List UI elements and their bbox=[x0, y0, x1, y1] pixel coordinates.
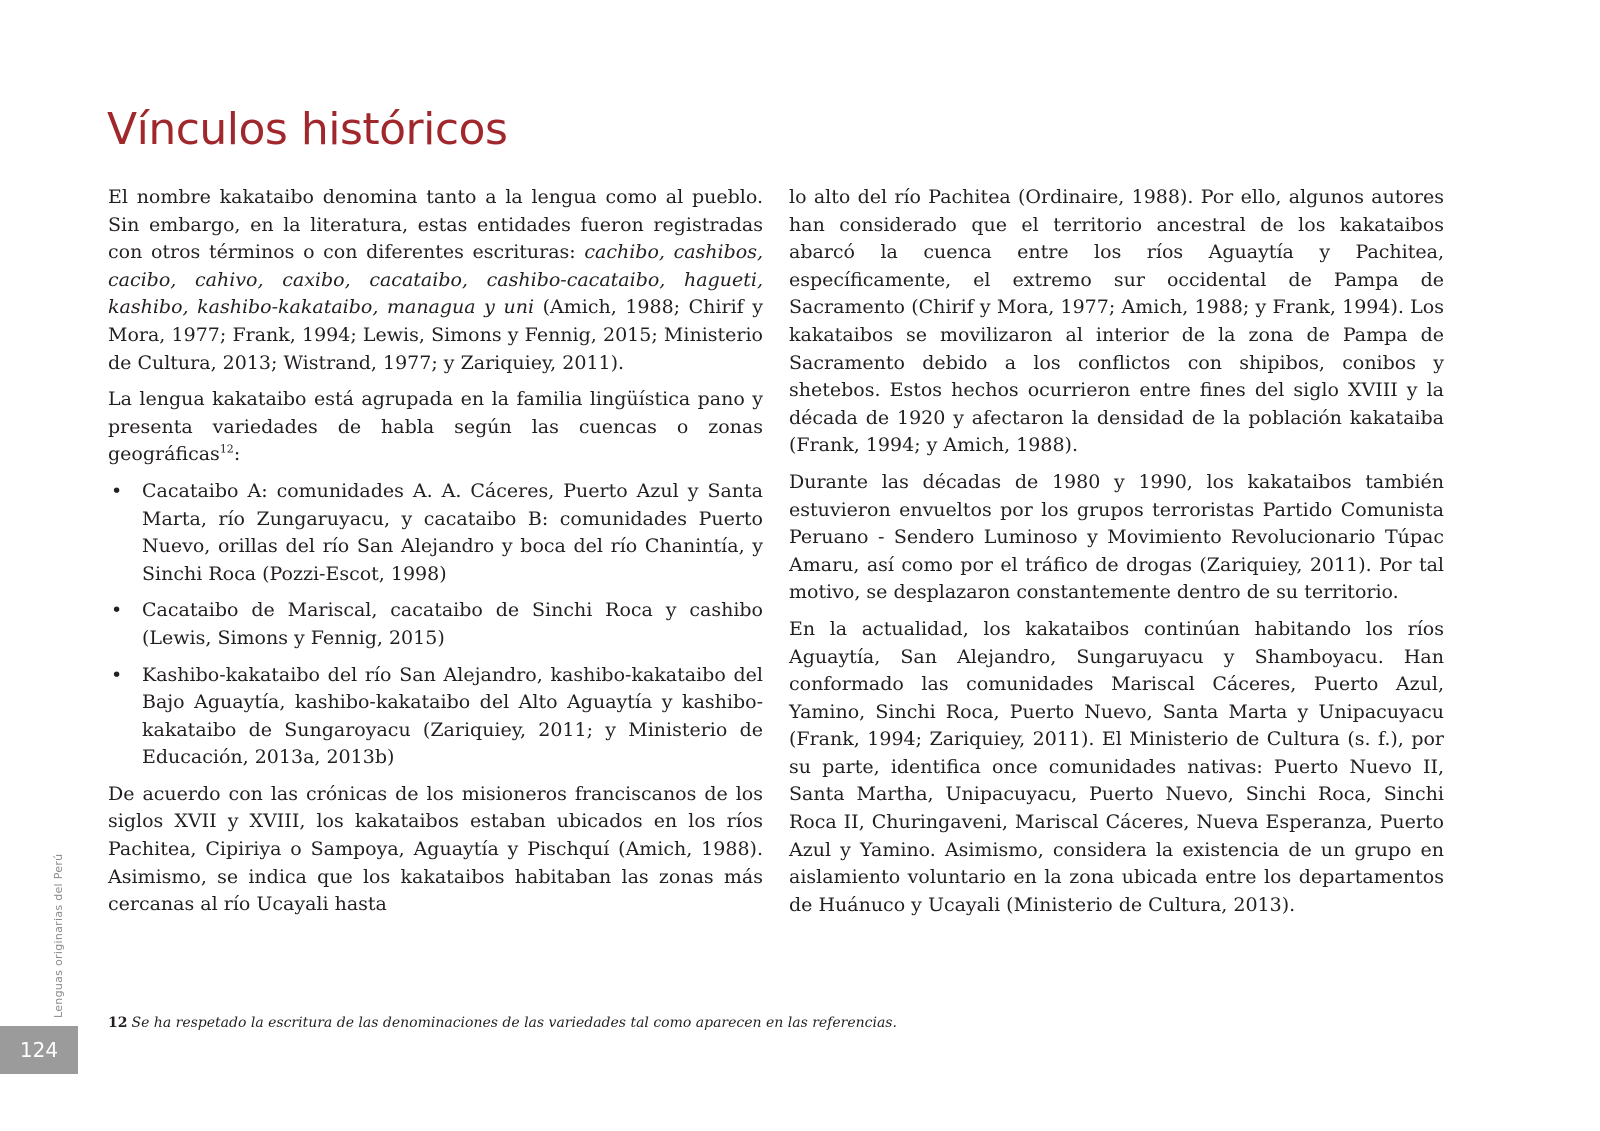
page-title: Vínculos históricos bbox=[107, 104, 508, 155]
paragraph-conflict: Durante las décadas de 1980 y 1990, los kakataibos también estuvieron envueltos por los grupos terroristas Partido Comunista Peruano - Sendero Luminoso y Movimiento Revolucionario Túpac Amaru, así como por el tráfico de drogas (Zariquiey, 2011). Por tal motivo, se desplazaron constantemente dentro de su territorio. bbox=[789, 470, 1444, 604]
list-item-text: Cacataibo de Mariscal, cacataibo de Sinchi Roca y cashibo (Lewis, Simons y Fennig, 2015) bbox=[142, 599, 763, 649]
list-item bbox=[108, 478, 763, 588]
footnote-text: Se ha respetado la escritura de las denominaciones de las variedades tal como aparecen en las referencias. bbox=[131, 1015, 897, 1031]
paragraph-text: (Amich, 1988; Chirif y Mora, 1977; Frank, 1994; Lewis, Simons y Fennig, 2015; Ministerio de Cultura, 2013; Wistrand, 1977; y Zariquiey, 2011). bbox=[108, 296, 763, 374]
footnote bbox=[108, 1013, 1008, 1033]
paragraph-language-family bbox=[108, 386, 763, 469]
bullet-icon: • bbox=[111, 663, 123, 686]
right-column bbox=[789, 184, 1444, 928]
paragraph-text: El nombre kakataibo denomina tanto a la lengua como al pueblo. Sin embargo, en la literatura, estas entidades fueron registradas con otros términos o con diferentes escrituras: bbox=[108, 186, 763, 264]
paragraph-text: : bbox=[233, 443, 241, 466]
list-item bbox=[108, 597, 763, 652]
paragraph-chronicles: De acuerdo con las crónicas de los misioneros franciscanos de los siglos XVII y XVIII, los kakataibos estaban ubicados en los ríos Pachitea, Cipiriya o Sampoya, Aguaytía y Pischquí (Amich, 1988). Asimismo, se indica que los kakataibos habitaban las zonas más cercanas al río Ucayali hasta bbox=[108, 782, 763, 916]
page-number: 124 bbox=[0, 1026, 78, 1074]
paragraph-present: En la actualidad, los kakataibos continúan habitando los ríos Aguaytía, San Alejandro, Sungaruyacu y Shamboyacu. Han conformado las comunidades Mariscal Cáceres, Puerto Azul, Yamino, Sinchi Roca, Puerto Nuevo, Santa Marta y Unipacuyacu (Frank, 1994; Zariquiey, 2011). El Ministerio de Cultura (s. f.), por su parte, identifica once comunidades nativas: Puerto Nuevo II, Santa Martha, Unipacuyacu, Puerto Nuevo, Sinchi Roca, Sinchi Roca II, Churingaveni, Mariscal Cáceres, Nueva Esperanza, Puerto Azul y Yamino. Asimismo, considera la existencia de un grupo en aislamiento voluntario en la zona ubicada entre los departamentos de Huánuco y Ucayali (Ministerio de Cultura, 2013). bbox=[789, 617, 1444, 916]
paragraph-territory: lo alto del río Pachitea (Ordinaire, 1988). Por ello, algunos autores han considerado que el territorio ancestral de los kakataibos abarcó la cuenca entre los ríos Aguaytía y Pachitea, específicamente, el extremo sur occidental de Pampa de Sacramento (Chirif y Mora, 1977; Amich, 1988; y Frank, 1994). Los kakataibos se movilizaron al interior de la zona de Pampa de Sacramento debido a los conflictos con shipibos, conibos y shetebos. Estos hechos ocurrieron entre fines del siglo XVIII y la década de 1920 y afectaron la densidad de la población kakataiba (Frank, 1994; y Amich, 1988). bbox=[789, 186, 1444, 457]
variant-names-italic: cachibo, cashibos, cacibo, cahivo, caxibo, cacataibo, cashibo-cacataibo, hagueti, kashibo, kashibo-kakataibo, managua y uni bbox=[108, 241, 763, 319]
variety-list bbox=[108, 478, 763, 772]
list-item-text: Cacataibo A: comunidades A. A. Cáceres, Puerto Azul y Santa Marta, río Zungaruyacu, y cacataibo B: comunidades Puerto Nuevo, orillas del río San Alejandro y boca del río Chanintía, y Sinchi Roca (Pozzi-Escot, 1998) bbox=[142, 479, 763, 585]
footnote-number: 12 bbox=[108, 1015, 128, 1031]
bullet-icon: • bbox=[111, 479, 123, 502]
list-item bbox=[108, 662, 763, 772]
running-head: Lenguas originarias del Perú bbox=[52, 853, 65, 1018]
paragraph-names bbox=[108, 184, 763, 377]
footnote-reference: 12 bbox=[219, 443, 234, 457]
list-item-text: Kashibo-kakataibo del río San Alejandro, kashibo-kakataibo del Bajo Aguaytía, kashibo-kakataibo del Alto Aguaytía y kashibo-kakataibo de Sungaroyacu (Zariquiey, 2011; y Ministerio de Educación, 2013a, 2013b) bbox=[142, 663, 763, 769]
bullet-icon: • bbox=[111, 599, 123, 622]
paragraph-text: La lengua kakataibo está agrupada en la familia lingüística pano y presenta variedades de habla según las cuencas o zonas geográficas bbox=[108, 388, 763, 466]
left-column bbox=[108, 184, 763, 928]
